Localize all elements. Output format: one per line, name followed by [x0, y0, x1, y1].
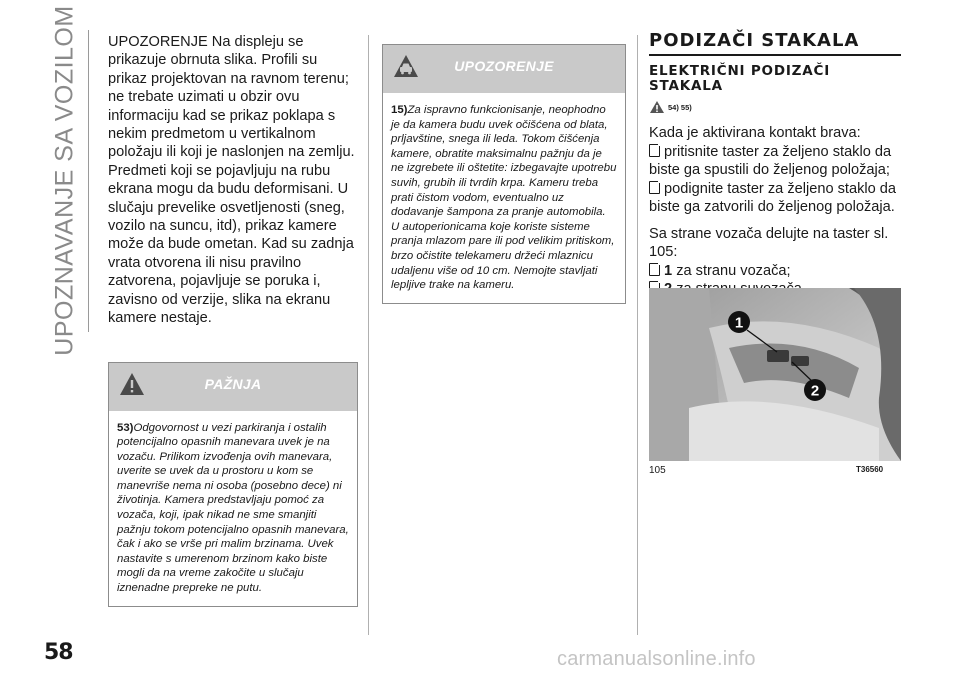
column-3 [649, 30, 901, 299]
column-2 [382, 44, 626, 304]
section-heading: PODIZAČI STAKALA [649, 30, 901, 56]
watermark: carmanualsonline.info [557, 648, 756, 670]
figure-code: T36560 [856, 465, 884, 474]
bullet-item: podignite taster za željeno staklo da biste ga zatvorili do željenog položaja. [649, 180, 897, 215]
caution-box [108, 362, 358, 607]
caution-ref: 53) [117, 421, 134, 434]
checkbox-bullet-icon [649, 263, 660, 276]
bullet-item: pritisnite taster za željeno staklo da biste ga spustili do željenog položaja; [649, 143, 892, 178]
reference-marks [649, 98, 901, 116]
column-divider [637, 35, 638, 635]
column-1 [108, 33, 358, 607]
bullet-item: 1 za stranu vozača; [649, 262, 901, 281]
caution-text [109, 411, 357, 606]
camera-warning-paragraph: UPOZORENJE Na displeju se prikazuje obrnuta slika. Profili su prikaz projektovan na ravnom terenu; ne trebate uzimati u obzir ovu informaciju kad se prikaz poklapa s nekim predmetom u vertikalnom položaju ili koji je naslonjen na zemlju. Predmeti koji se pojavljuju na rubu ekrana mogu da budu deformisani. U slučaju prevelike osvetljenosti (sneg, vozilo na suncu, itd), prikaz kamere može da bude ometan. Kad su zadnja vrata otvorena ili nisu pravilno zatvorena, pojavljuje se poruka i, zavisno od verzije, slika na ekranu kamere nestaje. [108, 34, 355, 327]
column-divider [368, 35, 369, 635]
warning-ref: 15) [391, 104, 408, 116]
warning-body: Za ispravno funkcionisanje, neophodno je da kamera budu uvek očišćena od blata, prljavštine, snega ili leda. Tokom čišćenja kamere, obratite maksimalnu pažnju da je ne izgrebete ili oštetite: izbegavajte upotrebu suvih, grubih ili tvrdih krpa. Kameru treba prati čistom vodom, eventualno uz dodavanje šampona za pranje automobila. U autoperionicama koje koriste sisteme pranja mlazom pare ili pod velikim pritiskom, brzo očistite telekameru držeći mlaznicu udaljenu više od 10 cm. Nemojte stavljati lepljive trake na kameru. [391, 104, 617, 292]
subsection-heading: ELEKTRIČNI PODIZAČI STAKALA [649, 63, 831, 94]
window-switch-figure [649, 288, 901, 461]
reference-numbers: 54) 55) [668, 102, 692, 112]
warning-box [382, 44, 626, 304]
warning-triangle-icon [649, 100, 665, 114]
caution-title: PAŽNJA [204, 375, 262, 392]
driver-side-text: Sa strane vozača delujte na taster sl. 105: [649, 225, 889, 260]
callout-2: 2 [810, 382, 820, 400]
callout-1: 1 [734, 314, 744, 332]
checkbox-bullet-icon [649, 181, 660, 194]
checkbox-bullet-icon [649, 144, 660, 157]
intro-text: Kada je aktivirana kontakt brava: [649, 125, 861, 141]
section-tab-label: UPOZNAVANJE SA VOZILOM [50, 4, 79, 356]
section-tab [40, 4, 90, 356]
warning-title: UPOZORENJE [454, 58, 554, 74]
section-tab-rule [88, 30, 89, 332]
caution-body: Odgovornost u vezi parkiranja i ostalih potencijalno opasnih manevara uvek je na vozaču. Prilikom izvođenja ovih manevara, uverite se uvek da u prostoru u kom se manevriše nema ni osoba (posebno dece) ni životinja. Kamera predstavljaju pomoć za vozača, koji, ipak nikad ne sme smanjiti pažnju tokom potencijalno opasnih manevara, čak i ako se vrše pri malim brzinama. Uvek nastavite s umerenom brzinom kako biste mogli da na vreme zakočite u slučaju iznenadne prepreke ne putu. [117, 421, 349, 595]
page-number: 58 [44, 640, 73, 665]
figure-number: 105 [649, 465, 666, 476]
warning-text [383, 93, 625, 303]
caution-header [109, 363, 357, 411]
door-panel-illustration [649, 288, 901, 461]
warning-header [383, 45, 625, 93]
